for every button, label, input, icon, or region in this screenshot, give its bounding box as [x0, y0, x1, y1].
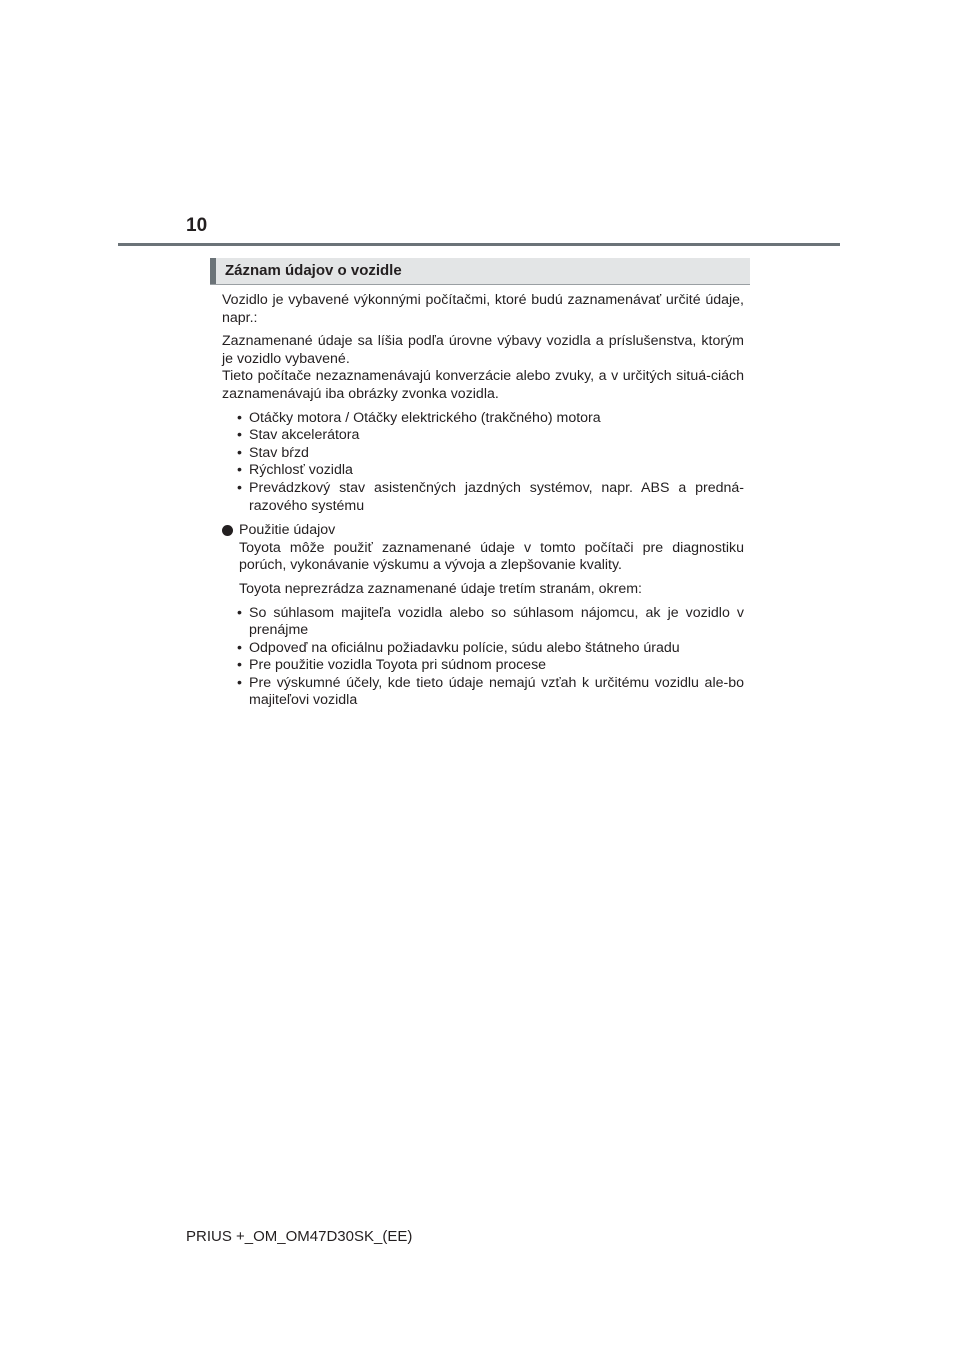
list-item: • Odpoveď na oficiálnu požiadavku polície, súdu alebo štátneho úradu — [237, 639, 680, 656]
list-item: • Pre použitie vozidla Toyota pri súdnom procese — [237, 657, 547, 674]
paragraph-equipment: Zaznamenané údaje sa líšia podľa úrovne výbavy vozidla a príslušenstva, ktorým je vozidlo vybavené. — [222, 333, 744, 367]
list-item: • Stav akcelerátora — [237, 427, 360, 444]
list-item: • Rýchlosť vozidla — [237, 462, 353, 479]
bullet-icon: • — [237, 479, 242, 496]
section-title: Záznam údajov o vozidle — [225, 262, 402, 279]
list-item: • Pre výskumné účely, kde tieto údaje nemajú vzťah k určitému vozidlu ale-bo majiteľovi vozidla — [237, 674, 744, 709]
section-header-accent-bar — [210, 258, 216, 284]
bullet-icon: • — [237, 444, 242, 461]
top-divider — [118, 243, 840, 246]
bullet-icon: • — [237, 462, 242, 479]
bullet-icon: • — [237, 427, 242, 444]
usage-paragraph: Toyota môže použiť zaznamenané údaje v tomto počítači pre diagnostiku porúch, vykonávanie výskumu a vývoja a zlepšovanie kvality. — [239, 539, 744, 574]
recorded-data-list — [222, 410, 744, 516]
disclosure-paragraph: Toyota neprezrádza zaznamenané údaje tretím stranám, okrem: — [239, 580, 642, 597]
bullet-icon: • — [237, 674, 242, 691]
filled-circle-icon — [222, 525, 233, 536]
list-item: • Otáčky motora / Otáčky elektrického (trakčného) motora — [237, 409, 601, 426]
bullet-icon: • — [237, 657, 242, 674]
list-item: • So súhlasom majiteľa vozidla alebo so súhlasom nájomcu, ak je vozidlo v prenájme — [237, 604, 744, 639]
section-content — [222, 292, 744, 717]
list-item: • Prevádzkový stav asistenčných jazdných systémov, napr. ABS a predná-razového systému — [237, 479, 744, 514]
section-header — [210, 258, 750, 285]
document-footer: PRIUS +_OM_OM47D30SK_(EE) — [186, 1228, 413, 1245]
paragraph-recording-scope: Tieto počítače nezaznamenávajú konverzácie alebo zvuky, a v určitých situá-ciách zaznamenávajú iba obrázky zvonka vozidla. — [222, 368, 744, 402]
bullet-icon: • — [237, 604, 242, 621]
page-number: 10 — [186, 215, 208, 236]
bullet-icon: • — [237, 639, 242, 656]
list-item: • Stav bŕzd — [237, 444, 309, 461]
bullet-icon: • — [237, 409, 242, 426]
data-usage-subsection — [222, 522, 744, 710]
intro-paragraph: Vozidlo je vybavené výkonnými počítačmi, ktoré budú zaznamenávať určité údaje, napr.: — [222, 292, 744, 326]
disclosure-exceptions-list — [239, 605, 744, 711]
subsection-heading: Použitie údajov — [239, 522, 744, 540]
